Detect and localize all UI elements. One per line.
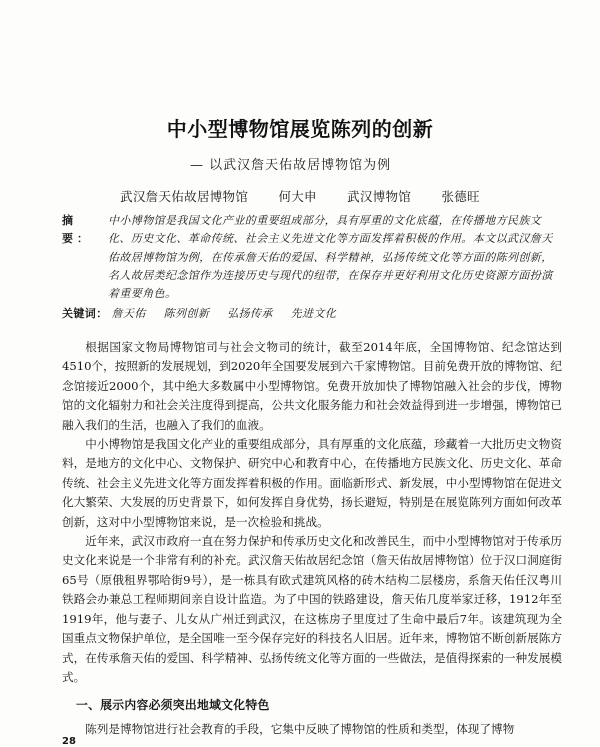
keyword: 陈列创新	[163, 307, 210, 320]
author-affiliation-1: 武汉詹天佑故居博物馆	[120, 189, 249, 204]
abstract-text: 中小博物馆是我国文化产业的重要组成部分，具有厚重的文化底蕴，在传播地方民族文化、历史文化、革命传统、社会主义先进文化等方面发挥着积极的作用。本文以武汉詹天佑故居博物馆为例，在传承詹天佑的爱国、科学精神，弘扬传统文化等方面的陈列创新，名人故居类纪念馆作为连接历史与现代的纽带，在保存并更好利用文化历史资源方面扮演着重要角色。	[108, 214, 553, 301]
section-heading: 一、展示内容必须突出地域文化特色	[76, 698, 270, 712]
author-line	[0, 187, 600, 205]
article-title: 中小型博物馆展览陈列的创新	[166, 117, 434, 141]
author-name-2: 张德旺	[441, 189, 480, 204]
author-affiliation-2: 武汉博物馆	[347, 189, 412, 204]
body-paragraph: 近年来，武汉市政府一直在努力保护和传承历史文化和改善民生，而中小型博物馆对于传承历史文化来说是一个非常有利的补充。武汉詹天佑故居纪念馆（詹天佑故居博物馆）位于汉口洞庭街65号（原俄租界鄂哈街9号），是一栋具有欧式建筑风格的砖木结构二层楼房，系詹天佑任汉粤川铁路会办兼总工程师期间亲自设计监造。为了中国的铁路建设，詹天佑几度举家迁移，1912年至1919年，他与妻子、儿女从广州迁到武汉，在这栋房子里度过了生命中最后7年。该建筑现为全国重点文物保护单位，是全国唯一至今保存完好的科技名人旧居。近年来，博物馆不断创新展陈方式，在传承詹天佑的爱国、科学精神、弘扬传统文化等方面的一些做法，是值得探索的一种发展模式。	[62, 534, 562, 684]
keyword: 弘扬传承	[227, 307, 273, 320]
body-paragraph-continued: 陈列是博物馆进行社会教育的手段，它集中反映了博物馆的性质和类型，体现了博物	[85, 722, 515, 736]
body-paragraph: 中小博物馆是我国文化产业的重要组成部分，具有厚重的文化底蕴，珍藏着一大批历史文物资料，是地方的文化中心、文物保护、研究中心和教育中心，在传播地方民族文化、历史文化、革命传统、社会主义先进文化等方面发挥着积极的作用。面临新形式、新发展，中小型博物馆在促进文化大繁荣、大发展的历史背景下，如何发挥自身优势，扬长避短，特别是在展览陈列方面如何改革创新，这对中小型博物馆来说，是一次检验和挑战。	[62, 437, 562, 529]
keyword: 詹天佑	[111, 307, 146, 320]
abstract-block	[62, 212, 562, 303]
page-number: 28	[62, 736, 76, 747]
keyword: 先进文化	[290, 307, 337, 320]
author-name-1: 何大申	[278, 189, 317, 204]
abstract-label: 摘 要：	[62, 214, 92, 246]
keywords-block	[62, 305, 562, 321]
body-paragraph: 根据国家文物局博物馆司与社会文物司的统计，截至2014年底，全国博物馆、纪念馆达到4510个，按照新的发展规划，到2020年全国要发展到六千家博物馆。目前免费开放的博物馆、纪念馆接近2000个，其中绝大多数属中小型博物馆。免费开放加快了博物馆融入社会的步伐，博物馆的文化辐射力和社会关注度得到提高，公共文化服务能力和社会效益得到进一步增强，博物馆已融入我们的生活，也融入了我们的血液。	[62, 340, 562, 432]
body-text	[62, 338, 562, 687]
article-subtitle: — 以武汉詹天佑故居博物馆为例	[190, 158, 392, 173]
keywords-label: 关键词：	[62, 307, 108, 320]
